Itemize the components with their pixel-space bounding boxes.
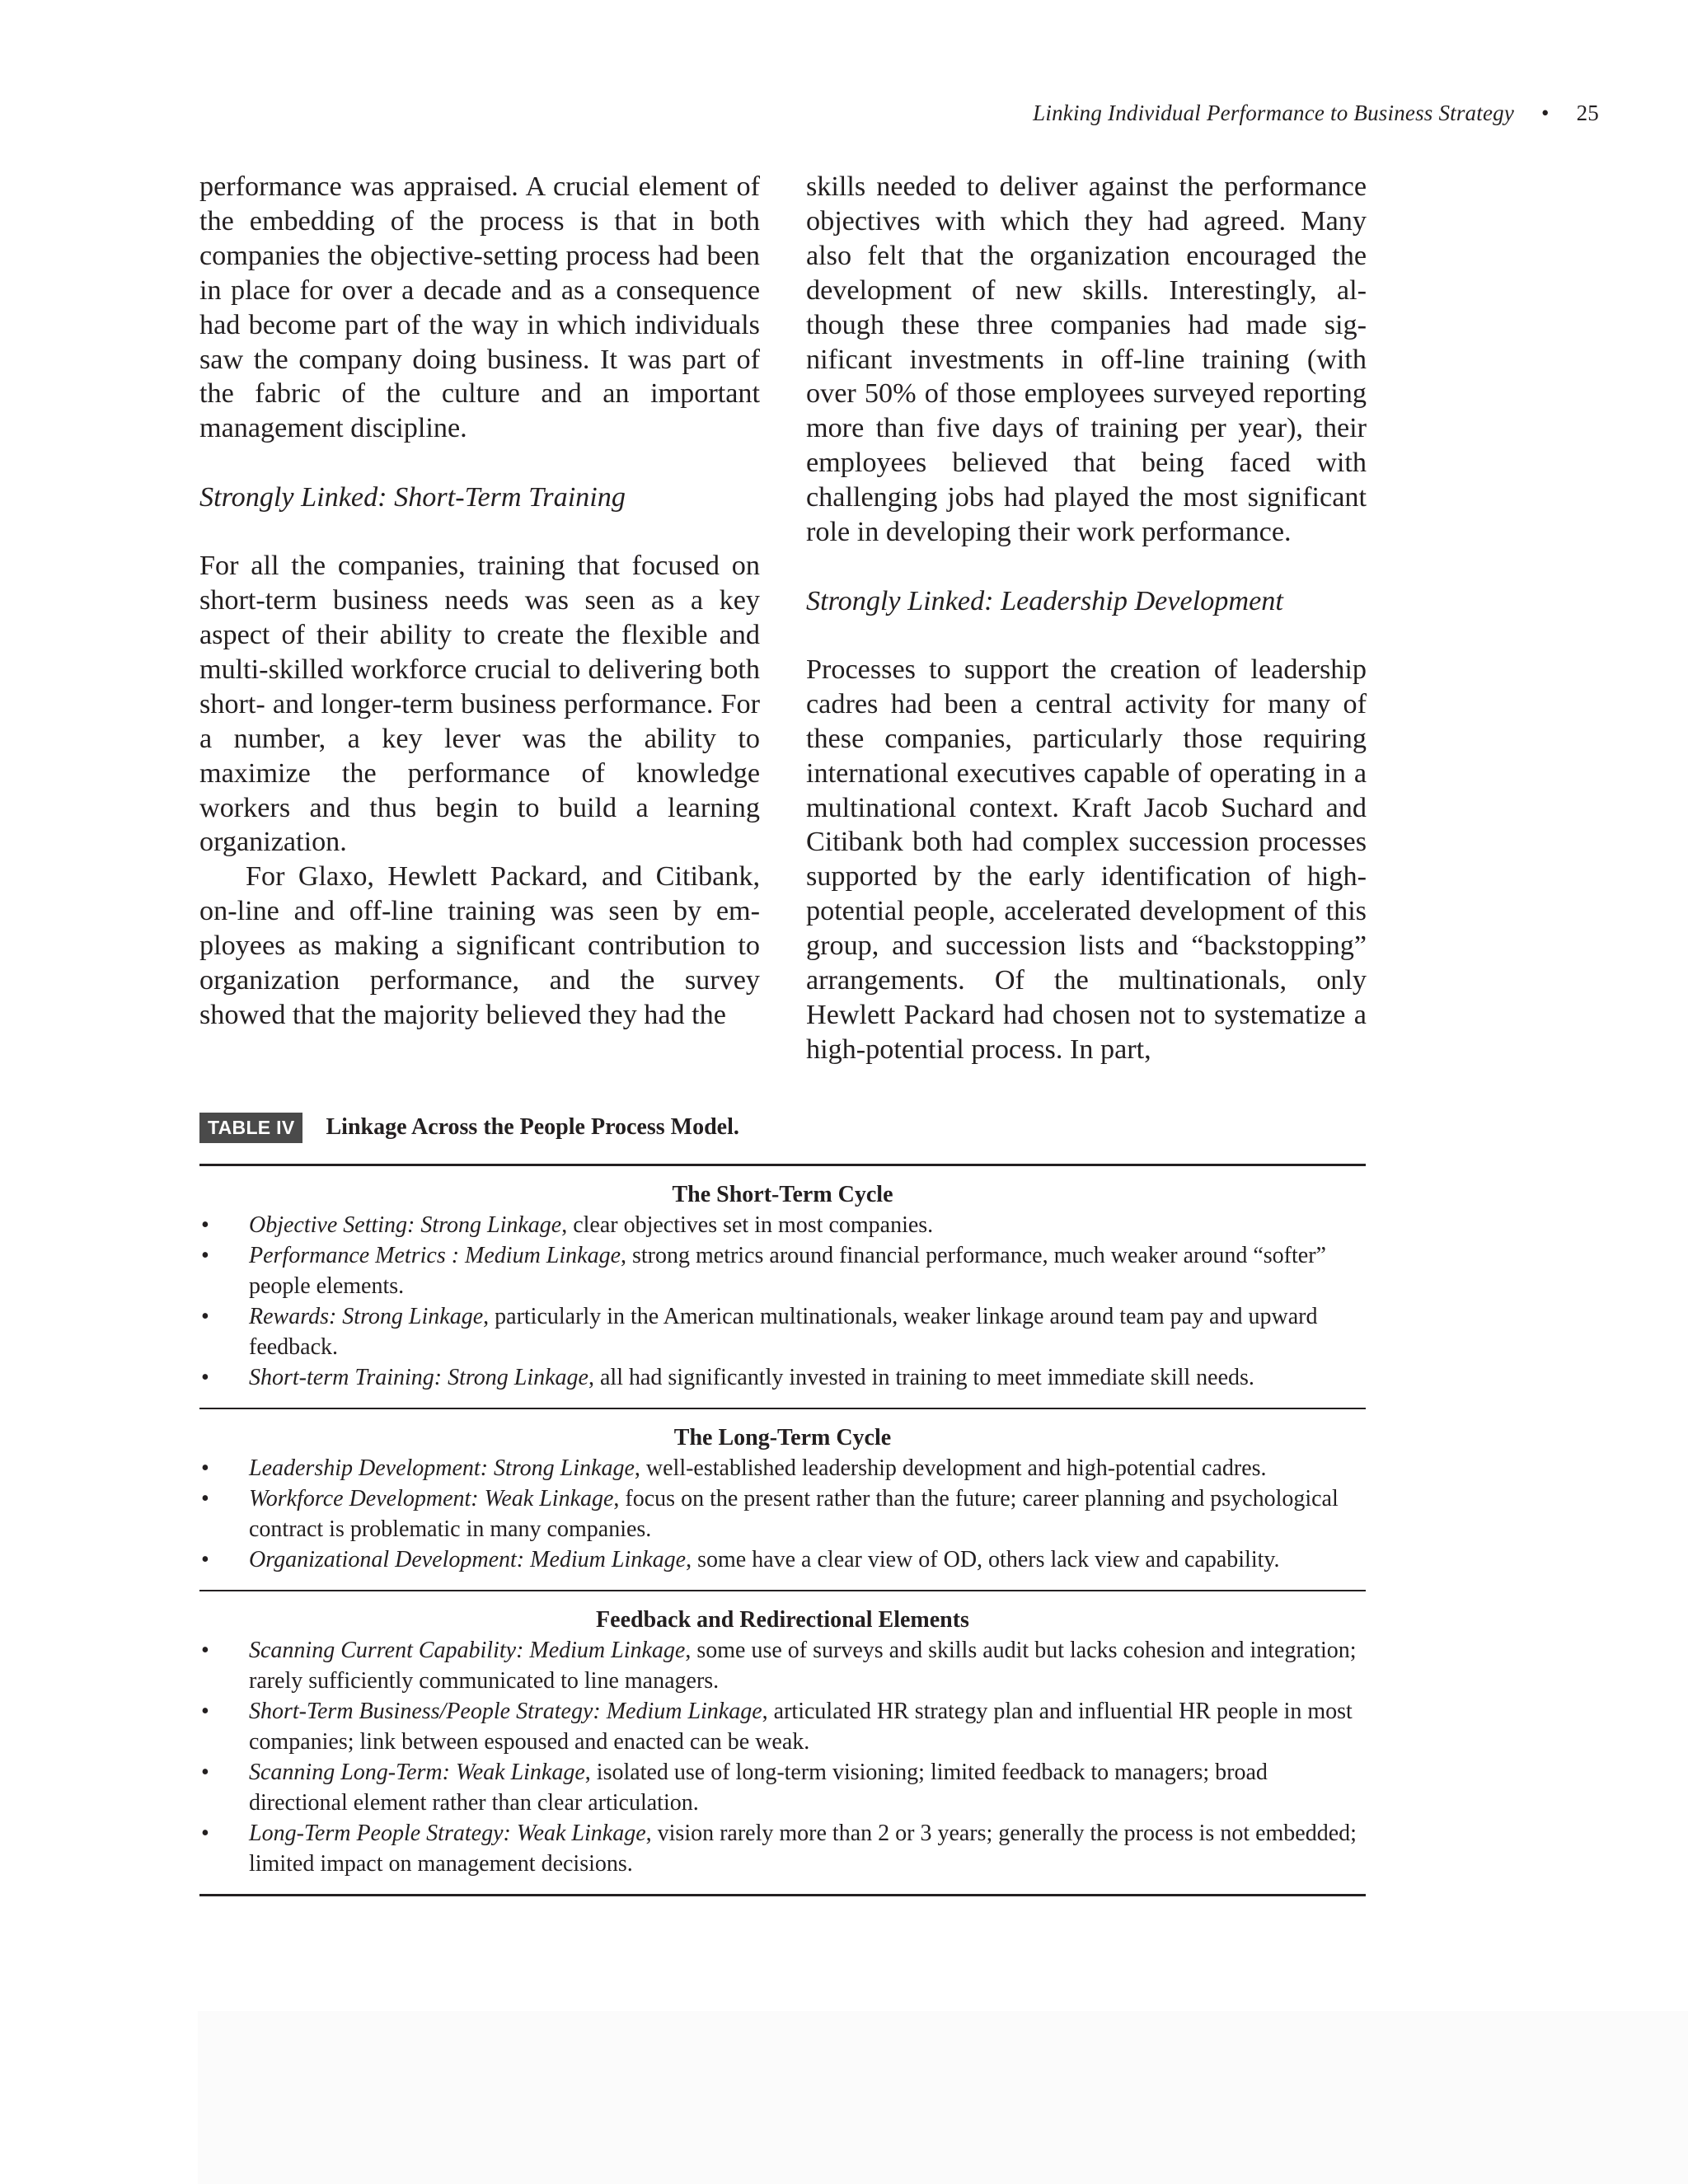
table-list-item	[199, 1544, 1366, 1575]
bullet-icon: •	[201, 1760, 209, 1785]
item-text: , articulated HR strategy plan and influential HR people in most companies; link between espoused and enacted can be weak.	[249, 1699, 1353, 1755]
bullet-icon: •	[201, 1821, 209, 1846]
table-section	[199, 1166, 1366, 1408]
item-lead: Short-Term Business/People Strategy: Medium Linkage	[249, 1699, 762, 1724]
item-text: , some have a clear view of OD, others lack view and capability.	[686, 1547, 1280, 1572]
item-text: , clear objectives set in most companies.	[561, 1212, 934, 1238]
table-list-item	[199, 1301, 1366, 1362]
table-list	[199, 1210, 1366, 1393]
body-paragraph: For all the companies, training that focused on short-term business needs was seen as a key aspect of their ability to create the flexible and multi-skilled workforce crucial to delivering both short- and longer-term business performance. For a number, a key lever was the ability to maximize the performance of knowledge workers and thus begin to build a learning organization.	[199, 551, 760, 858]
item-text: , particularly in the American multinationals, weaker linkage around team pay and upward feedback.	[249, 1304, 1318, 1360]
body-paragraph: skills needed to deliver against the performance objectives with which they had agreed. Many also felt that the organization encouraged the development of new skills. Interestingly, although these three companies had made significant investments in off-line training (with over 50% of those employees surveyed reporting more than five days of training per year), their employees believed that being faced with challenging jobs had played the most significant role in developing their work performance.	[806, 171, 1367, 548]
item-lead: Performance Metrics : Medium Linkage	[249, 1243, 621, 1268]
table-list	[199, 1453, 1366, 1575]
running-head	[1033, 101, 1599, 126]
table-list-item	[199, 1453, 1366, 1483]
item-lead: Long-Term People Strategy: Weak Linkage	[249, 1821, 646, 1846]
table-section-heading: The Short-Term Cycle	[672, 1182, 893, 1207]
table-title-row	[199, 1109, 1366, 1146]
bullet-icon: •	[201, 1455, 209, 1481]
item-lead: Short-term Training: Strong Linkage	[249, 1365, 588, 1390]
table-section-heading: Feedback and Redirectional Elements	[596, 1607, 969, 1633]
page-number: 25	[1576, 101, 1599, 125]
page-shadow	[198, 2011, 1688, 2184]
bullet-icon: •	[201, 1638, 209, 1663]
right-column	[806, 170, 1367, 1067]
item-lead: Rewards: Strong Linkage	[249, 1304, 484, 1329]
table-iv	[199, 1109, 1366, 1896]
item-text: , some use of surveys and skills audit but lacks cohesion and integration; rarely sufficiently communicated to line managers.	[249, 1638, 1357, 1694]
item-text: , well-established leadership development and high-potential cadres.	[634, 1455, 1267, 1481]
table-section-heading: The Long-Term Cycle	[673, 1425, 892, 1451]
table-list-item	[199, 1240, 1366, 1301]
bullet-icon: •	[201, 1486, 209, 1511]
running-title: Linking Individual Performance to Business Strategy	[1033, 101, 1515, 125]
item-text: , all had significantly invested in training to meet immediate skill needs.	[588, 1365, 1254, 1390]
table-list-item	[199, 1757, 1366, 1818]
table-section	[199, 1409, 1366, 1590]
bullet-icon: •	[201, 1547, 209, 1572]
table-title: Linkage Across the People Process Model.	[326, 1114, 739, 1140]
bullet-icon: •	[201, 1699, 209, 1724]
item-lead: Scanning Current Capability: Medium Linkage	[249, 1638, 686, 1663]
body-paragraph: performance was appraised. A crucial element of the embedding of the process is that in both companies the objective-setting process had been in place for over a decade and as a consequence had become part of the way in which individuals saw the company doing business. It was part of the fabric of the culture and an important management discipline.	[199, 171, 760, 444]
table-list-item	[199, 1362, 1366, 1393]
item-lead: Objective Setting: Strong Linkage	[249, 1212, 562, 1238]
bullet-icon: •	[201, 1365, 209, 1390]
table-list-item	[199, 1635, 1366, 1696]
table-list-item	[199, 1696, 1366, 1757]
table-bottom-rule	[199, 1894, 1366, 1896]
item-text: , vision rarely more than 2 or 3 years; generally the process is not embedded; limited impact on management decisions.	[249, 1821, 1357, 1877]
section-subheading: Strongly Linked: Leadership Development	[806, 585, 1283, 616]
item-lead: Workforce Development: Weak Linkage	[249, 1486, 614, 1511]
item-lead: Scanning Long-Term: Weak Linkage	[249, 1760, 585, 1785]
table-badge: TABLE IV	[199, 1113, 302, 1143]
bullet-icon: •	[201, 1304, 209, 1329]
item-lead: Organizational Development: Medium Linkage	[249, 1547, 687, 1572]
left-column	[199, 170, 760, 1033]
table-list-item	[199, 1483, 1366, 1544]
table-list-item	[199, 1818, 1366, 1879]
table-list-item	[199, 1210, 1366, 1240]
table-body	[199, 1166, 1366, 1894]
section-subheading: Strongly Linked: Short-Term Training	[199, 482, 626, 513]
table-section	[199, 1591, 1366, 1894]
body-paragraph: For Glaxo, Hewlett Packard, and Citibank, on-line and off-line training was seen by employees as making a significant contribution to organization performance, and the survey showed that the majority believed they had the	[199, 861, 760, 1030]
table-list	[199, 1635, 1366, 1879]
item-text: , strong metrics around financial performance, much weaker around “softer” people elements.	[249, 1243, 1326, 1299]
item-text: , focus on the present rather than the future; career planning and psychological contract is problematic in many companies.	[249, 1486, 1339, 1542]
header-bullet: •	[1540, 101, 1550, 125]
bullet-icon: •	[201, 1212, 209, 1238]
item-text: , isolated use of long-term visioning; limited feedback to managers; broad directional element rather than clear articulation.	[249, 1760, 1268, 1816]
item-lead: Leadership Development: Strong Linkage	[249, 1455, 635, 1481]
bullet-icon: •	[201, 1243, 209, 1268]
body-paragraph: Processes to support the creation of leadership cadres had been a central activity for many of these companies, particularly those requiring international executives capable of operating in a multinational context. Kraft Jacob Suchard and Citibank both had complex succession processes supported by the early identification of high-potential people, accelerated development of this group, and succession lists and “backstopping” arrangements. Of the multinationals, only Hewlett Packard had chosen not to systematize a high-potential process. In part,	[806, 654, 1367, 1065]
